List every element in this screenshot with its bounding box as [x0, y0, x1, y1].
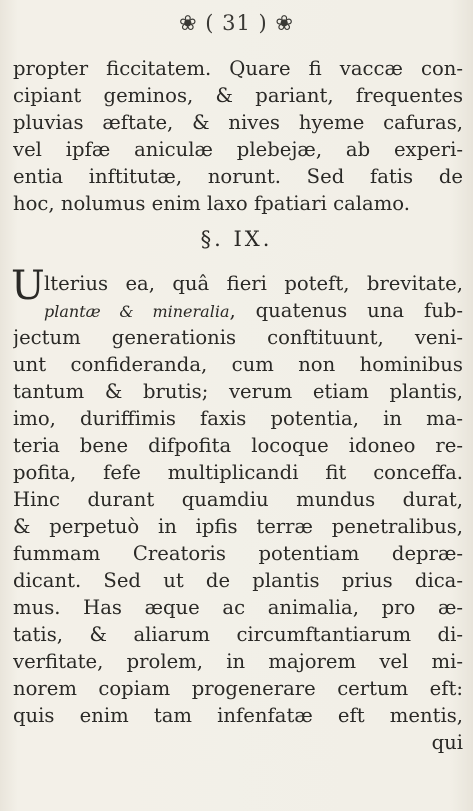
text-line: pluvias æftate, & nives hyeme cafuras, [13, 111, 463, 134]
text-line: & perpetuò in ipfis terræ penetralibus, [13, 515, 463, 538]
text-line: lterius ea, quâ fieri poteft, brevitate, [44, 272, 463, 295]
text-line: unt confideranda, cum non hominibus [13, 353, 463, 376]
text-line: quis enim tam infenfatæ eft mentis, [13, 704, 463, 727]
text-line: hoc, nolumus enim laxo fpatiari calamo. [13, 192, 410, 215]
text-line: pofita, fefe multiplicandi fit conceffa. [13, 461, 463, 484]
text-line: fummam Creatoris potentiam depræ- [13, 542, 463, 565]
catchword: qui [431, 731, 463, 754]
drop-capital: U [11, 263, 45, 309]
text-line: cipiant geminos, & pariant, frequentes [13, 84, 463, 107]
line-rest: , quatenus una fub- [229, 299, 463, 322]
ampersand: & [100, 302, 153, 321]
text-line: tantum & brutis; verum etiam plantis, [13, 380, 463, 403]
section-heading: §. IX. [200, 227, 273, 251]
text-line: tatis, & aliarum circumftantiarum di- [13, 623, 463, 646]
text-line: entia inftitutæ, norunt. Sed fatis de [13, 165, 463, 188]
page-header: ❀ ( 31 ) ❀ [179, 11, 294, 35]
italic-term: mineralia [152, 302, 230, 321]
italic-term: plantæ [44, 302, 101, 321]
text-line: vel ipfæ aniculæ plebejæ, ab experi- [13, 138, 463, 161]
text-line: norem copiam progenerare certum eft: [13, 677, 463, 700]
text-line: jectum generationis conftituunt, veni- [13, 326, 463, 349]
text-line: dicant. Sed ut de plantis prius dica- [13, 569, 463, 592]
paragraph-2 [13, 270, 463, 756]
text-line [13, 297, 463, 324]
paragraph-1 [13, 55, 463, 217]
text-line: mus. Has æque ac animalia, pro æ- [13, 596, 463, 619]
text-line: verfitate, prolem, in majorem vel mi- [13, 650, 463, 673]
text-line: Hinc durant quamdiu mundus durat, [13, 488, 463, 511]
text-line: propter ficcitatem. Quare fi vaccæ con- [13, 57, 463, 80]
text-line: imo, duriffimis faxis potentia, in ma- [13, 407, 463, 430]
text-line: teria bene difpofita locoque idoneo re- [13, 434, 463, 457]
